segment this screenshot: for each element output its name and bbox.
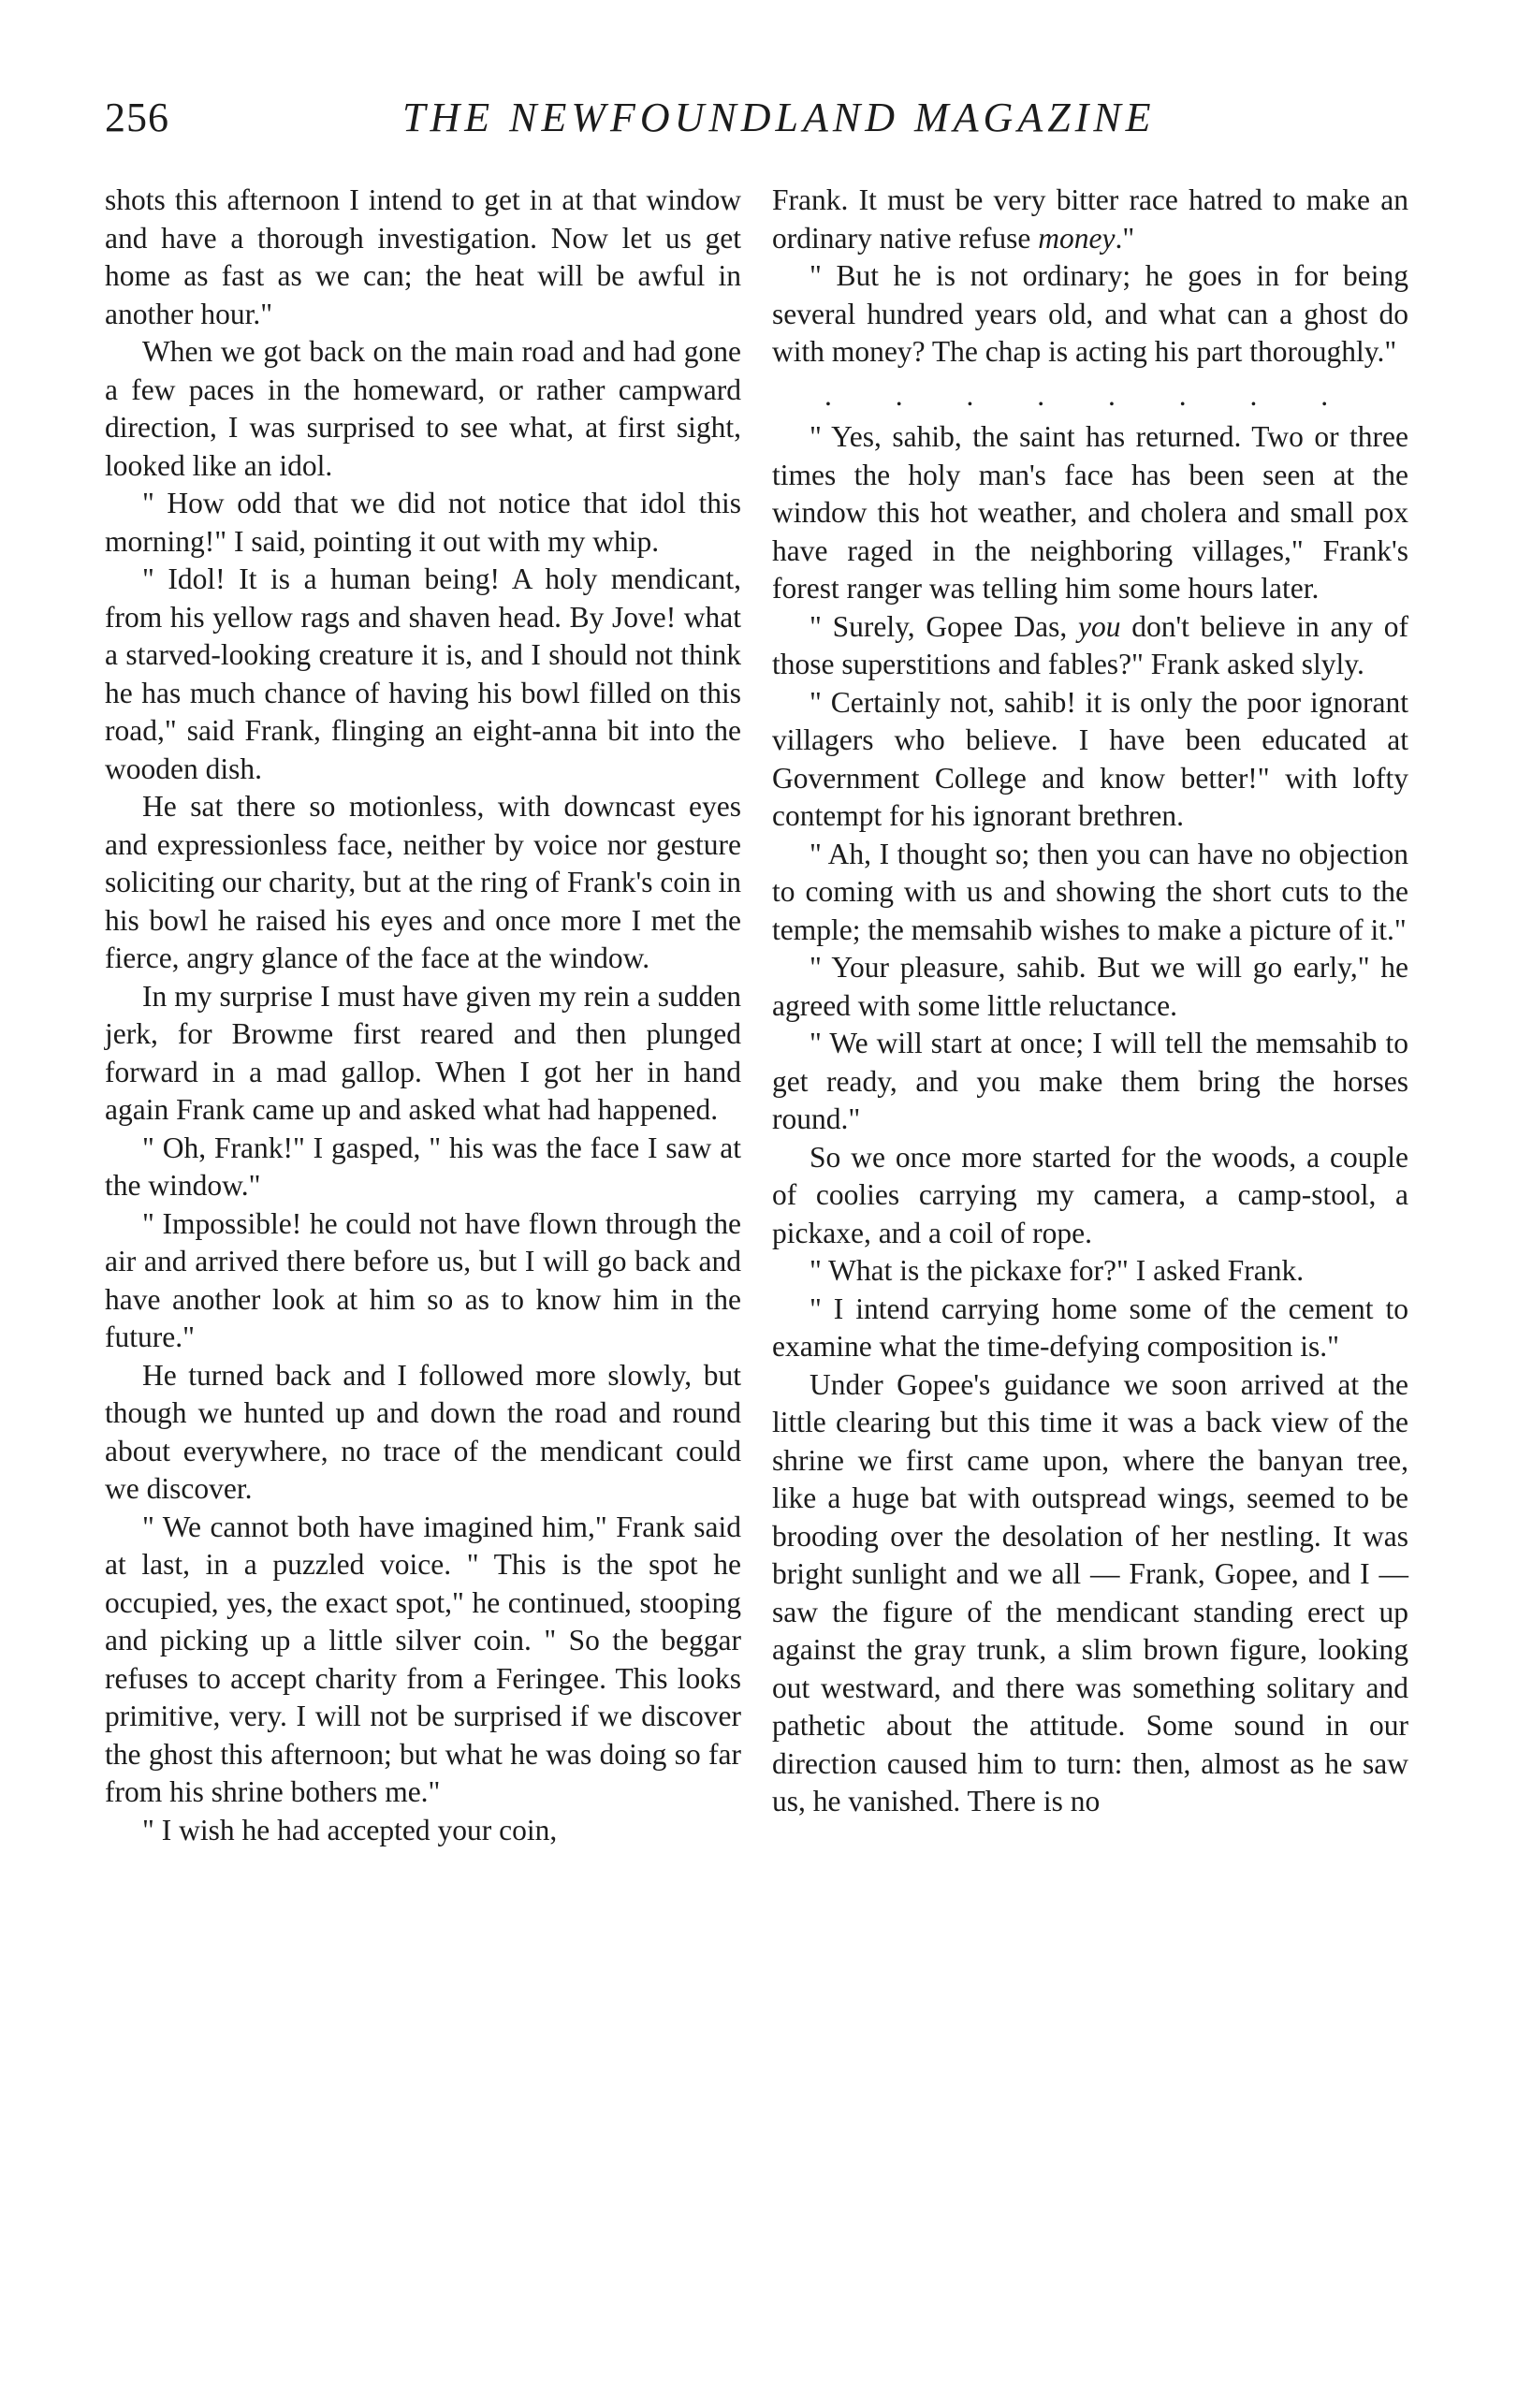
- running-title: THE NEWFOUNDLAND MAGAZINE: [402, 95, 1156, 140]
- paragraph: " We cannot both have imagined him," Frank said at last, in a puzzled voice. " This is the spot he occupied, yes, the exact spot," he continued, stooping and picking up a little silver coin. " So the beggar refuses to accept charity from a Feringee. This looks primitive, very. I will not be surprised if we discover the ghost this afternoon; but what he was doing so far from his shrine bothers me.": [105, 1510, 741, 1808]
- paragraph-text: .": [1115, 221, 1135, 255]
- page-number: 256: [105, 95, 169, 140]
- paragraph: " How odd that we did not notice that idol this morning!" I said, pointing it out with my whip.: [105, 487, 741, 558]
- paragraph: shots this afternoon I intend to get in at that window and have a thorough investigation. Now let us get home as fast as we can; the heat will be awful in another hour.": [105, 183, 741, 330]
- paragraph: So we once more started for the woods, a couple of coolies carrying my camera, a camp-stool, a pickaxe, and a coil of rope.: [772, 1140, 1408, 1249]
- paragraph: " What is the pickaxe for?" I asked Frank.: [810, 1254, 1305, 1287]
- emphasis-text: you: [1077, 609, 1121, 643]
- paragraph: " Certainly not, sahib! it is only the poor ignorant villagers who believe. I have been educated at Government College and know better!" with lofty contempt for his ignorant brethren.: [772, 685, 1408, 832]
- paragraph: " Yes, sahib, the saint has returned. Two or three times the holy man's face has been seen at the window this hot weather, and cholera and small pox have raged in the neighboring villages," Frank's forest ranger was telling him some hours later.: [772, 420, 1408, 605]
- right-column: [772, 182, 1408, 1821]
- paragraph-text: " Surely, Gopee Das,: [810, 609, 1078, 643]
- paragraph-text: Frank. It must be very bitter race hatred to make an ordinary native refuse: [772, 183, 1408, 255]
- paragraph: Under Gopee's guidance we soon arrived at the little clearing but this time it was a back view of the shrine we first came upon, where the banyan tree, like a huge bat with outspread wings, seemed to be brooding over the desolation of her nestling. It was bright sunlight and we all — Frank, Gopee, and I — saw the figure of the mendicant standing erect up against the gray trunk, a slim brown figure, looking out westward, and there was something solitary and pathetic about the attitude. Some sound in our direction caused him to turn: then, almost as he saw us, he vanished. There is no: [772, 1367, 1408, 1817]
- paragraph: " Ah, I thought so; then you can have no objection to coming with us and showing the short cuts to the temple; the memsahib wishes to make a picture of it.": [772, 837, 1408, 946]
- paragraph: [772, 182, 1408, 257]
- paragraph: " We will start at once; I will tell the memsahib to get ready, and you make them bring the horses round.": [772, 1027, 1408, 1135]
- paragraph: " I wish he had accepted your coin,: [142, 1813, 558, 1846]
- paragraph: [772, 608, 1408, 684]
- section-separator: . . . . . . . .: [824, 378, 1357, 412]
- paragraph-text: don't believe in any of those superstitions and fables?" Frank asked slyly.: [772, 609, 1408, 680]
- paragraph: " But he is not ordinary; he goes in for being several hundred years old, and what can a ghost do with money? The chap is acting his part thoroughly.": [772, 259, 1408, 368]
- paragraph: He turned back and I followed more slowly, but though we hunted up and down the road and round about everywhere, no trace of the mendicant could we discover.: [105, 1358, 741, 1505]
- left-column: [105, 182, 741, 1849]
- emphasis-text: money: [1038, 221, 1116, 255]
- page-header: [0, 94, 1517, 168]
- paragraph: In my surprise I must have given my rein a sudden jerk, for Browme first reared and then plunged forward in a mad gallop. When I got her in hand again Frank came up and asked what had happened.: [105, 979, 741, 1126]
- paragraph: " Idol! It is a human being! A holy mendicant, from his yellow rags and shaven head. By Jove! what a starved-looking creature it is, and I should not think he has much chance of having his bowl filled on this road," said Frank, flinging an eight-anna bit into the wooden dish.: [105, 562, 741, 785]
- paragraph: " Impossible! he could not have flown through the air and arrived there before us, but I will go back and have another look at him so as to know him in the future.": [105, 1206, 741, 1353]
- paragraph: He sat there so motionless, with downcast eyes and expressionless face, neither by voice nor gesture soliciting our charity, but at the ring of Frank's coin in his bowl he raised his eyes and once more I met the fierce, angry glance of the face at the window.: [105, 790, 741, 974]
- paragraph: " I intend carrying home some of the cement to examine what the time-defying composition is.": [772, 1292, 1408, 1363]
- paragraph: " Oh, Frank!" I gasped, " his was the face I saw at the window.": [105, 1131, 741, 1202]
- paragraph: When we got back on the main road and had gone a few paces in the homeward, or rather campward direction, I was surprised to see what, at first sight, looked like an idol.: [105, 335, 741, 482]
- paragraph: " Your pleasure, sahib. But we will go early," he agreed with some little reluctance.: [772, 951, 1408, 1022]
